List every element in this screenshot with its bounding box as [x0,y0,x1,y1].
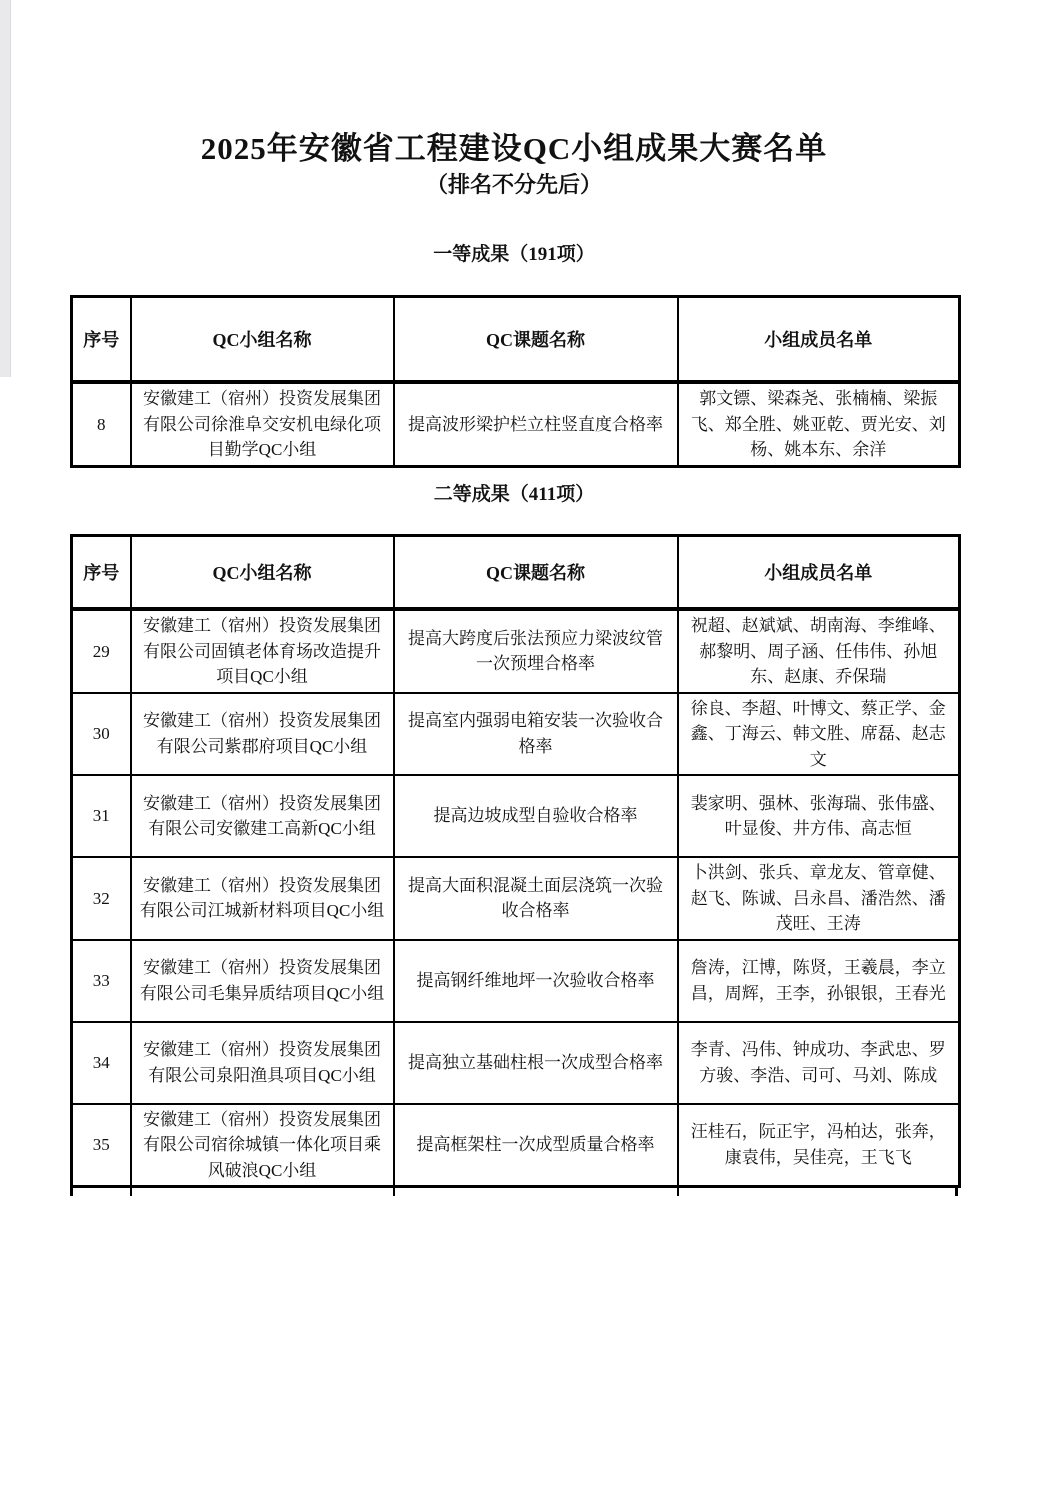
column-header-topic: QC课题名称 [394,297,678,383]
cell-no: 33 [72,940,131,1022]
cell-topic: 提高大面积混凝土面层浇筑一次验收合格率 [394,857,678,940]
document-content [70,0,958,1196]
table-row [72,1022,960,1104]
cutoff-cell [132,1188,395,1196]
cell-topic: 提高大跨度后张法预应力梁波纹管一次预埋合格率 [394,609,678,693]
cell-group: 安徽建工（宿州）投资发展集团有限公司毛集异质结项目QC小组 [131,940,394,1022]
column-header-no: 序号 [72,536,131,610]
page-subtitle: （排名不分先后） [425,171,602,197]
cell-members: 徐良、李超、叶博文、蔡正学、金鑫、丁海云、韩文胜、席磊、赵志文 [678,693,960,776]
table-header-row [72,297,960,383]
column-header-group: QC小组名称 [131,536,394,610]
table-row [72,940,960,1022]
cell-topic: 提高室内强弱电箱安装一次验收合格率 [394,693,678,776]
table-header-row [72,536,960,610]
cell-group: 安徽建工（宿州）投资发展集团有限公司安徽建工高新QC小组 [131,775,394,857]
second-prize-table [70,534,961,1188]
section-heading-first-prize: 一等成果（191项） [433,244,595,266]
cell-no: 32 [72,857,131,940]
cell-topic: 提高边坡成型自验收合格率 [394,775,678,857]
cell-no: 30 [72,693,131,776]
cell-group: 安徽建工（宿州）投资发展集团有限公司江城新材料项目QC小组 [131,857,394,940]
cell-members: 郭文镖、梁森尧、张楠楠、梁振飞、郑全胜、姚亚乾、贾光安、刘杨、姚本东、余洋 [678,382,960,466]
cell-group: 安徽建工（宿州）投资发展集团有限公司紫郡府项目QC小组 [131,693,394,776]
cell-members: 祝超、赵斌斌、胡南海、李维峰、郝黎明、周子涵、任伟伟、孙旭东、赵康、乔保瑞 [678,609,960,693]
table-row [72,775,960,857]
cell-no: 8 [72,382,131,466]
cell-topic: 提高框架柱一次成型质量合格率 [394,1104,678,1187]
column-header-no: 序号 [72,297,131,383]
cell-no: 35 [72,1104,131,1187]
cell-group: 安徽建工（宿州）投资发展集团有限公司泉阳渔具项目QC小组 [131,1022,394,1104]
table-cutoff-row [70,1188,958,1196]
cell-no: 29 [72,609,131,693]
table-row [72,1104,960,1187]
cutoff-cell [679,1188,955,1196]
table-row [72,693,960,776]
column-header-members: 小组成员名单 [678,297,960,383]
column-header-members: 小组成员名单 [678,536,960,610]
cell-members: 李青、冯伟、钟成功、李武忠、罗方骏、李浩、司可、马刘、陈成 [678,1022,960,1104]
first-prize-table [70,295,961,468]
cell-group: 安徽建工（宿州）投资发展集团有限公司固镇老体育场改造提升项目QC小组 [131,609,394,693]
cell-members: 裴家明、强林、张海瑞、张伟盛、叶显俊、井方伟、高志恒 [678,775,960,857]
cell-topic: 提高波形梁护栏立柱竖直度合格率 [394,382,678,466]
cell-members: 汪桂石，阮正宇，冯柏达，张奔，康袁伟，吴佳亮，王飞飞 [678,1104,960,1187]
cell-no: 34 [72,1022,131,1104]
left-page-edge [0,0,11,377]
cell-group: 安徽建工（宿州）投资发展集团有限公司宿徐城镇一体化项目乘风破浪QC小组 [131,1104,394,1187]
cell-no: 31 [72,775,131,857]
cell-topic: 提高独立基础柱根一次成型合格率 [394,1022,678,1104]
table-row [72,382,960,466]
section-heading-second-prize: 二等成果（411项） [433,483,595,505]
cell-topic: 提高钢纤维地坪一次验收合格率 [394,940,678,1022]
page-title: 2025年安徽省工程建设QC小组成果大赛名单 [200,131,828,166]
cell-members: 詹涛，江博，陈贤，王羲晨，李立昌，周辉，王李，孙银银，王春光 [678,940,960,1022]
cutoff-cell [73,1188,132,1196]
column-header-group: QC小组名称 [131,297,394,383]
table-row [72,857,960,940]
cutoff-cell [395,1188,679,1196]
table-row [72,609,960,693]
column-header-topic: QC课题名称 [394,536,678,610]
cell-group: 安徽建工（宿州）投资发展集团有限公司徐淮阜交安机电绿化项目勤学QC小组 [131,382,394,466]
cell-members: 卜洪剑、张兵、章龙友、管章健、赵飞、陈诚、吕永昌、潘浩然、潘茂旺、王涛 [678,857,960,940]
